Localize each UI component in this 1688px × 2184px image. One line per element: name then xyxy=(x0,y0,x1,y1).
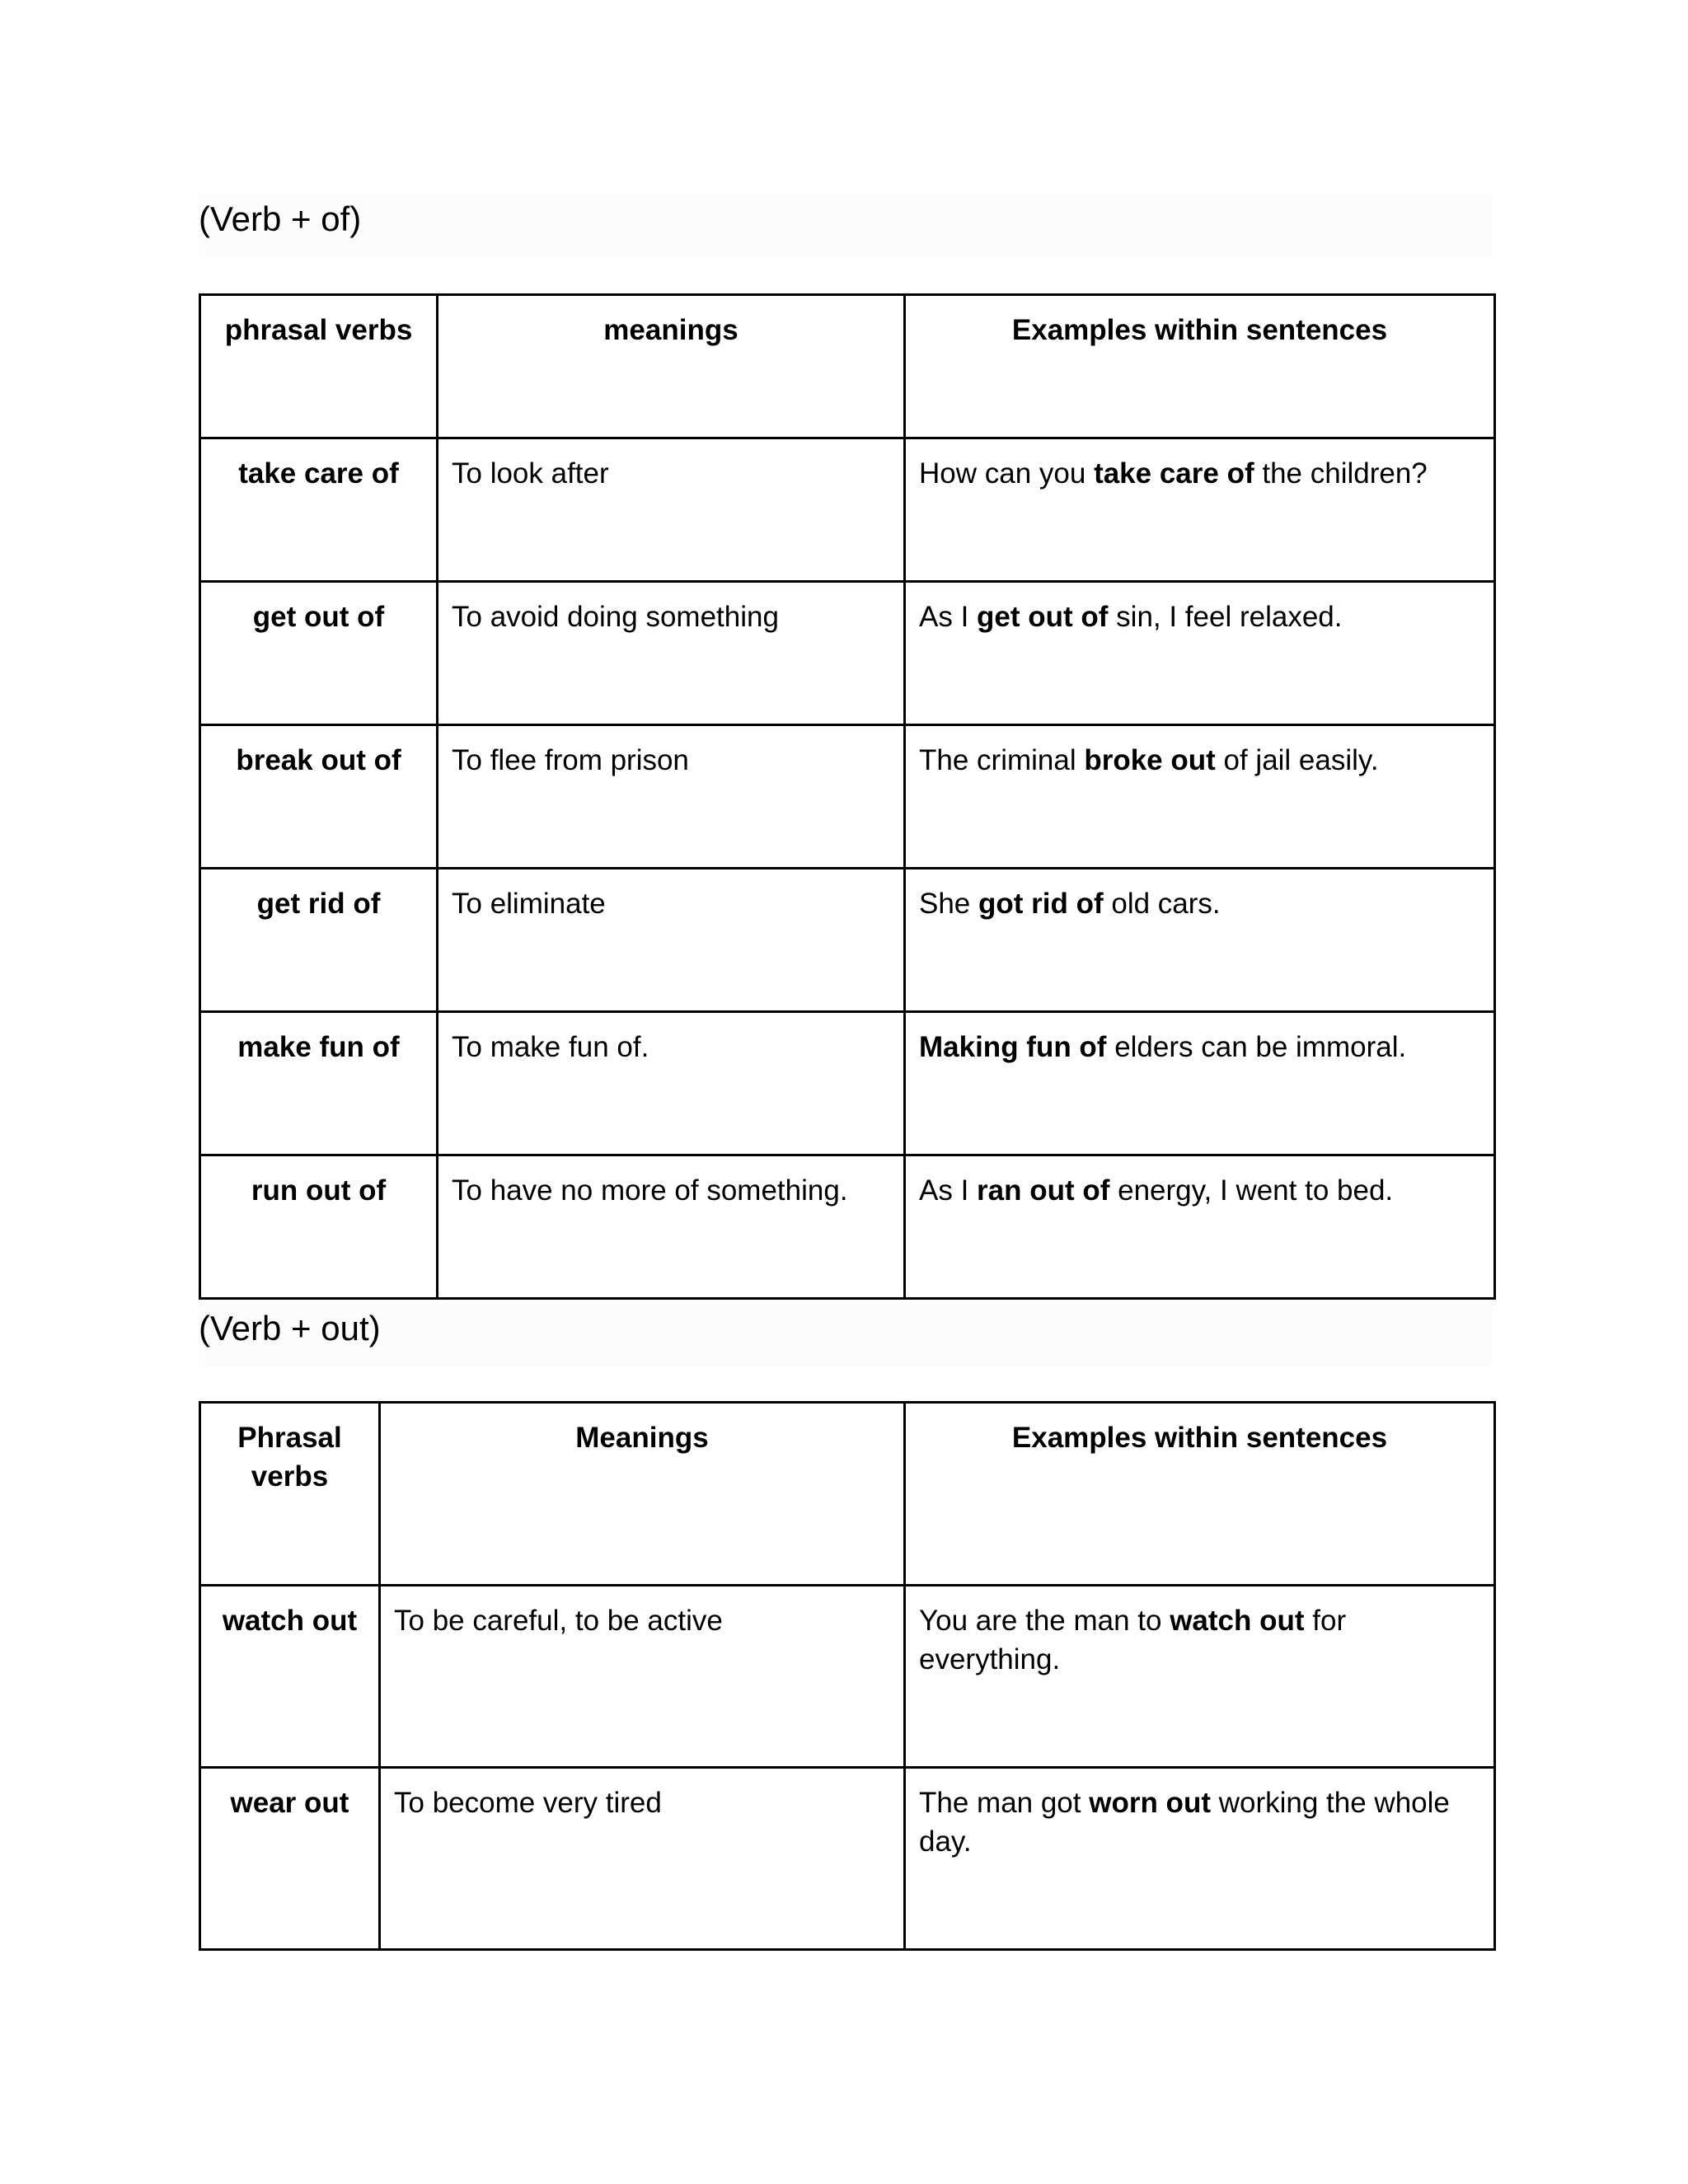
phrasal-verb-cell: get out of xyxy=(200,582,438,725)
table-row xyxy=(200,725,1495,869)
example-phrasal-verb: Making fun of xyxy=(919,1031,1107,1063)
table-header-row xyxy=(200,295,1495,438)
example-cell xyxy=(905,582,1495,725)
column-header-meanings: Meanings xyxy=(380,1403,905,1586)
phrasal-verbs-table-of xyxy=(199,293,1496,1300)
example-phrasal-verb: watch out xyxy=(1170,1605,1305,1637)
example-cell xyxy=(905,1768,1495,1950)
example-cell xyxy=(905,438,1495,582)
meaning-cell: To eliminate xyxy=(438,869,905,1012)
phrasal-verb-cell: watch out xyxy=(200,1586,380,1768)
column-header-examples: Examples within sentences xyxy=(905,295,1495,438)
phrasal-verb-cell: get rid of xyxy=(200,869,438,1012)
meaning-cell: To avoid doing something xyxy=(438,582,905,725)
example-text: working the whole day. xyxy=(919,1787,1450,1858)
example-cell xyxy=(905,1155,1495,1299)
table-row xyxy=(200,582,1495,725)
example-cell xyxy=(905,869,1495,1012)
table-row xyxy=(200,1768,1495,1950)
meaning-cell: To look after xyxy=(438,438,905,582)
example-phrasal-verb: broke out xyxy=(1084,744,1216,776)
meaning-cell: To be careful, to be active xyxy=(380,1586,905,1768)
meaning-cell: To flee from prison xyxy=(438,725,905,869)
table-row xyxy=(200,1012,1495,1155)
section-title-verb-of: (Verb + of) xyxy=(199,194,1493,257)
example-text: How can you xyxy=(919,457,1095,490)
table-row xyxy=(200,1155,1495,1299)
example-text: As I xyxy=(919,601,978,633)
example-phrasal-verb: get out of xyxy=(977,601,1109,633)
example-text: the children? xyxy=(1254,457,1428,490)
meaning-cell: To become very tired xyxy=(380,1768,905,1950)
phrasal-verb-cell: wear out xyxy=(200,1768,380,1950)
table-row xyxy=(200,1586,1495,1768)
example-text: As I xyxy=(919,1174,978,1207)
example-cell xyxy=(905,1586,1495,1768)
phrasal-verb-cell: make fun of xyxy=(200,1012,438,1155)
phrasal-verb-cell: run out of xyxy=(200,1155,438,1299)
example-text: The man got xyxy=(919,1787,1090,1819)
example-cell xyxy=(905,725,1495,869)
example-phrasal-verb: ran out of xyxy=(977,1174,1110,1207)
table-header-row xyxy=(200,1403,1495,1586)
column-header-examples: Examples within sentences xyxy=(905,1403,1495,1586)
meaning-cell: To have no more of something. xyxy=(438,1155,905,1299)
table-row xyxy=(200,869,1495,1012)
example-text: elders can be immoral. xyxy=(1106,1031,1407,1063)
example-phrasal-verb: worn out xyxy=(1089,1787,1211,1819)
section-title-verb-out: (Verb + out) xyxy=(199,1304,1493,1366)
phrasal-verb-cell: take care of xyxy=(200,438,438,582)
example-phrasal-verb: got rid of xyxy=(978,888,1104,920)
column-header-meanings: meanings xyxy=(438,295,905,438)
example-text: old cars. xyxy=(1103,888,1221,920)
example-text: of jail easily. xyxy=(1215,744,1379,776)
meaning-cell: To make fun of. xyxy=(438,1012,905,1155)
example-cell xyxy=(905,1012,1495,1155)
example-phrasal-verb: take care of xyxy=(1094,457,1254,490)
example-text: sin, I feel relaxed. xyxy=(1108,601,1343,633)
example-text: for everything. xyxy=(919,1605,1347,1675)
column-header-phrasal-verbs: Phrasal verbs xyxy=(200,1403,380,1586)
example-text: The criminal xyxy=(919,744,1085,776)
example-text: She xyxy=(919,888,978,920)
phrasal-verb-cell: break out of xyxy=(200,725,438,869)
example-text: energy, I went to bed. xyxy=(1109,1174,1394,1207)
table-row xyxy=(200,438,1495,582)
column-header-phrasal-verbs: phrasal verbs xyxy=(200,295,438,438)
phrasal-verbs-table-out xyxy=(199,1401,1496,1951)
example-text: You are the man to xyxy=(919,1605,1170,1637)
